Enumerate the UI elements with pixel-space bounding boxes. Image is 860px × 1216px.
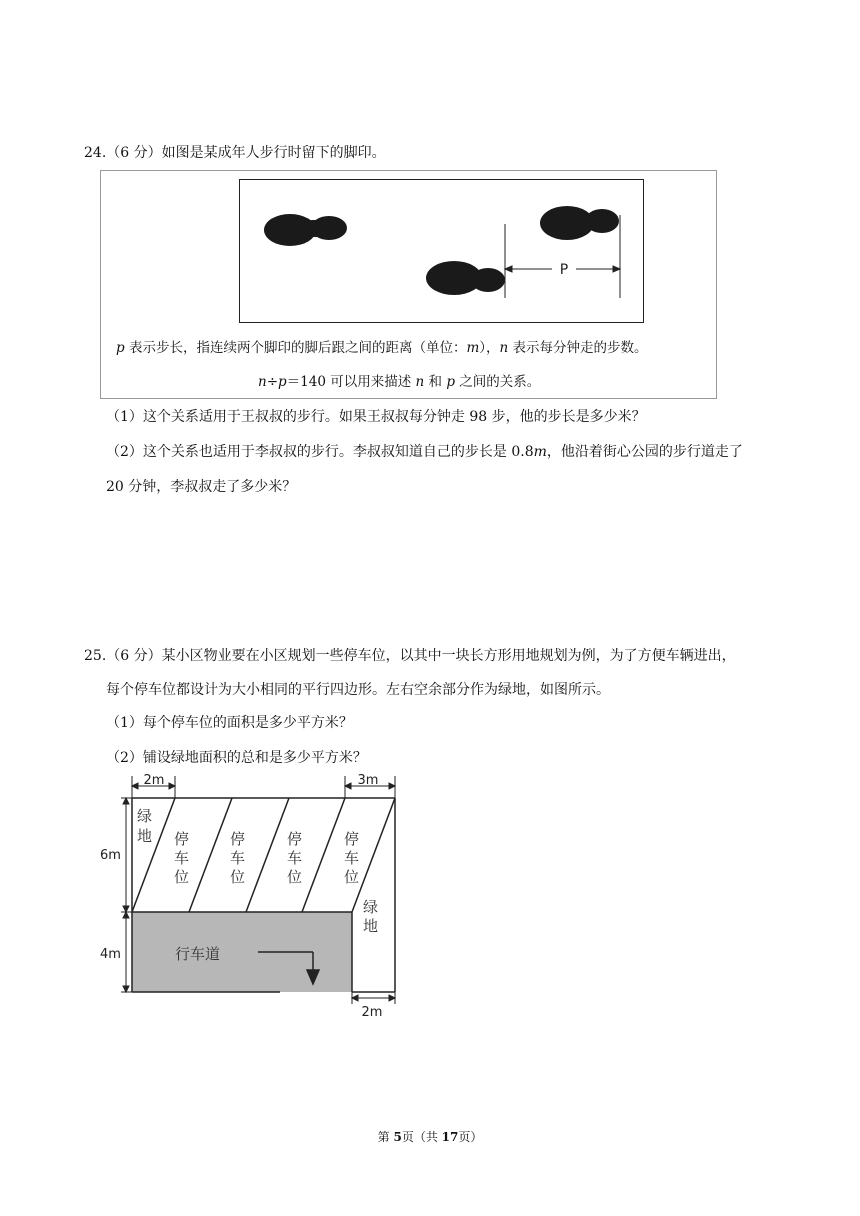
spot2-c2: 车 <box>230 849 246 867</box>
green-left-1: 绿 <box>137 807 153 825</box>
q24-definition <box>116 338 648 358</box>
footer-b: 页（共 <box>401 1130 442 1144</box>
dim-top-right: 3m <box>357 773 379 788</box>
footer-a: 第 <box>377 1130 394 1144</box>
spot2-c3: 位 <box>230 868 246 886</box>
q25-part2: （2）铺设绿地面积的总和是多少平方米？ <box>106 750 367 766</box>
q25-part1: （1）每个停车位的面积是多少平方米？ <box>106 715 353 731</box>
spot3-c1: 停 <box>287 830 303 848</box>
road-label: 行车道 <box>175 945 221 963</box>
step-length-label: P <box>559 262 569 278</box>
q24-part2-cont: 20 分钟，李叔叔走了多少米？ <box>106 479 297 495</box>
rel-op: ÷ <box>266 374 279 390</box>
q24-relation <box>258 372 540 392</box>
spot4-c3: 位 <box>344 868 360 886</box>
def-text-3: 表示每分钟走的步数。 <box>508 340 648 356</box>
q24-title: 24.（6 分）如图是某成年人步行时留下的脚印。 <box>84 145 386 161</box>
part2-unit: m <box>533 444 547 460</box>
part2-text-b: ，他沿着街心公园的步行道走了 <box>546 444 743 460</box>
var-p: p <box>116 340 125 356</box>
footprint-3 <box>540 206 619 240</box>
spot3-c3: 位 <box>287 868 303 886</box>
rel-n2: n <box>415 374 425 390</box>
driveway <box>132 912 352 992</box>
spot4-c1: 停 <box>344 830 360 848</box>
dim-left-top: 6m <box>100 848 121 863</box>
green-left-2: 地 <box>137 827 153 845</box>
rel-text-3: 之间的关系。 <box>454 374 541 390</box>
rel-p: p <box>278 374 287 390</box>
q25-line2: 每个停车位都设计为大小相同的平行四边形。左右空余部分作为绿地，如图所示。 <box>106 682 610 698</box>
footer-page: 5 <box>393 1130 402 1144</box>
footprint-2 <box>426 261 505 295</box>
dim-left-bottom: 4m <box>100 947 121 962</box>
footprint-figure <box>239 179 644 323</box>
def-text-2: ）， <box>479 340 500 356</box>
part2-text-a: （2）这个关系也适用于李叔叔的步行。李叔叔知道自己的步长是 0.8 <box>106 444 534 460</box>
green-right-1: 绿 <box>363 898 379 916</box>
q24-part2 <box>106 442 743 462</box>
var-n: n <box>499 340 509 356</box>
rel-p2: p <box>446 374 455 390</box>
q24-part1: （1）这个关系适用于王叔叔的步行。如果王叔叔每分钟走 98 步，他的步长是多少米？ <box>106 409 646 425</box>
parking-diagram <box>95 770 410 1025</box>
rel-text-2: 和 <box>424 374 447 390</box>
dim-bottom-right: 2m <box>361 1005 383 1020</box>
unit-m: m <box>466 340 480 356</box>
spot1-c2: 车 <box>174 849 190 867</box>
spot4-c2: 车 <box>344 849 360 867</box>
def-text-1: 表示步长，指连续两个脚印的脚后跟之间的距离（单位： <box>124 340 467 356</box>
dim-top-left: 2m <box>143 773 165 788</box>
footprint-1 <box>264 214 347 246</box>
rel-n: n <box>258 374 267 390</box>
footer-c: 页） <box>458 1130 483 1144</box>
spot1-c1: 停 <box>174 830 190 848</box>
q25-line1: 25.（6 分）某小区物业要在小区规划一些停车位，以其中一块长方形用地规划为例，为了方便车辆进出， <box>84 648 736 664</box>
footprint-diagram <box>240 180 645 324</box>
page-footer <box>0 1128 860 1145</box>
footer-total: 17 <box>441 1130 459 1144</box>
green-right-2: 地 <box>363 917 379 935</box>
spot1-c3: 位 <box>174 868 190 886</box>
spot3-c2: 车 <box>287 849 303 867</box>
spot2-c1: 停 <box>230 830 246 848</box>
rel-text-1: ＝140 可以用来描述 <box>286 374 416 390</box>
